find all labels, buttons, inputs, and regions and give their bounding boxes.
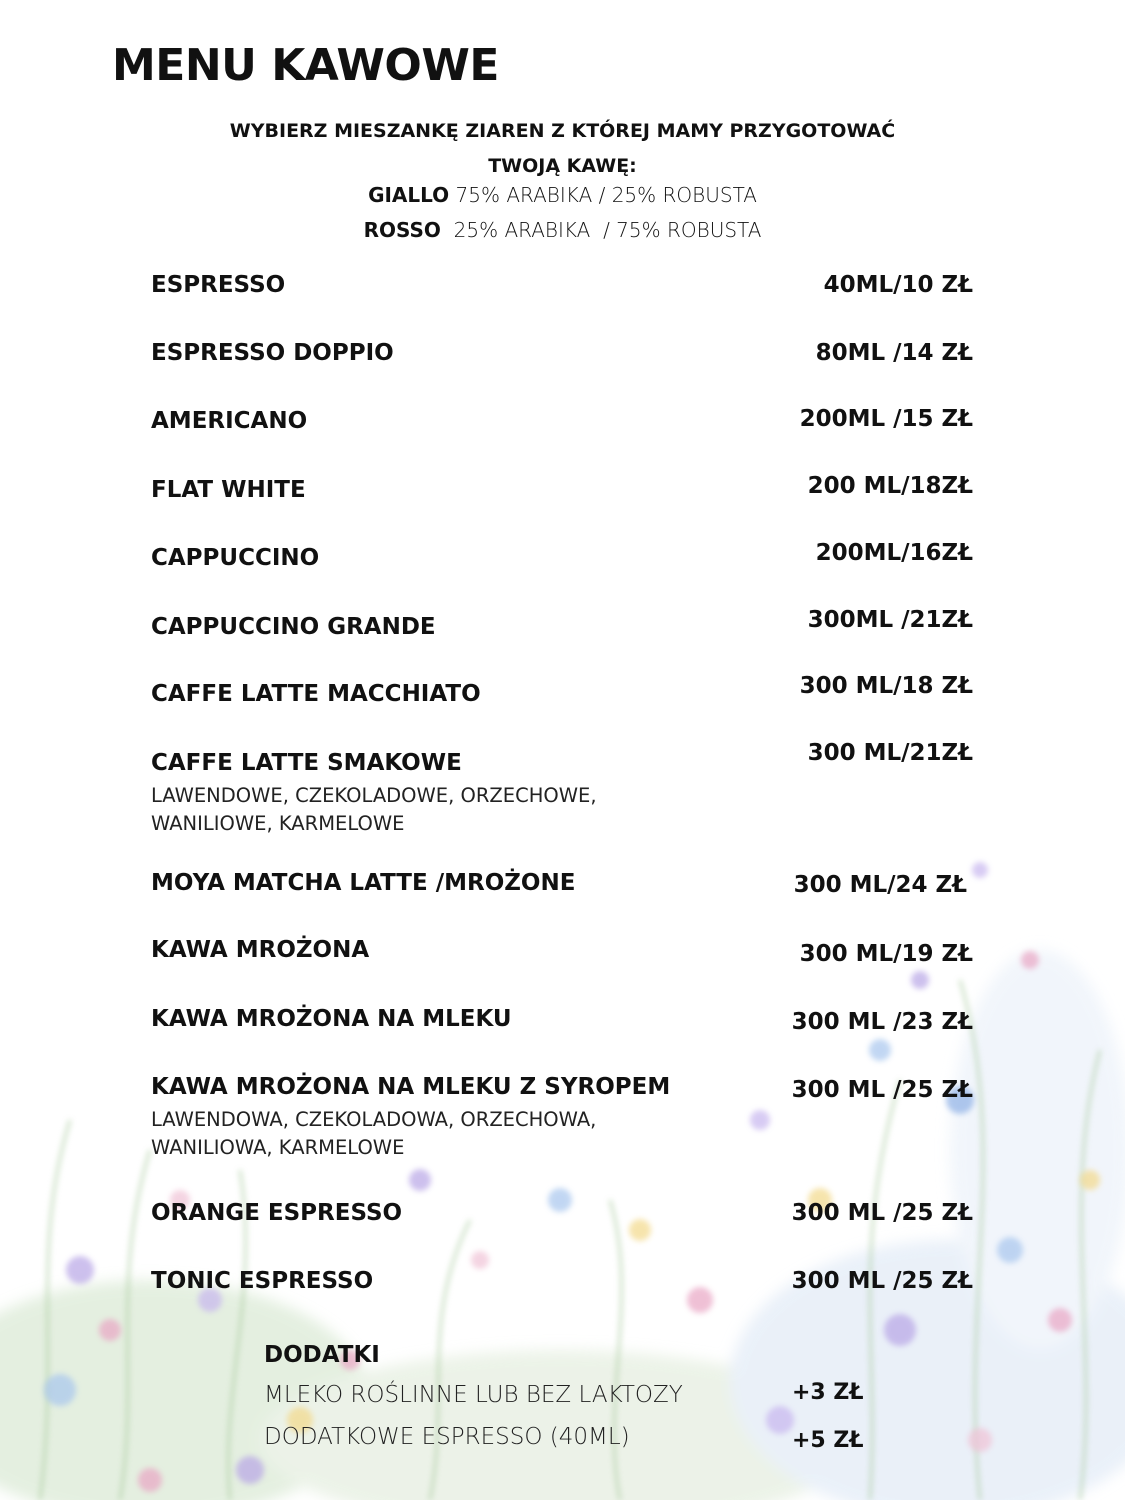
- menu-item-name: KAWA MROŻONA: [151, 937, 370, 963]
- extra-item-name: DODATKOWE ESPRESSO (40ML): [264, 1424, 630, 1450]
- menu-item-name: CAFFE LATTE MACCHIATO: [151, 681, 481, 707]
- menu-item-name: ORANGE ESPRESSO: [151, 1200, 403, 1226]
- menu-item-name: AMERICANO: [151, 408, 308, 434]
- menu-item-price: 300 ML /25 ZŁ: [791, 1077, 973, 1103]
- menu-item-price: 300 ML/18 ZŁ: [799, 673, 973, 699]
- menu-item-flavors: WANILIOWE, KARMELOWE: [151, 812, 405, 835]
- blend-name: ROSSO: [363, 218, 441, 242]
- menu-item-name: ESPRESSO DOPPIO: [151, 340, 394, 366]
- menu-item-price: 300 ML/19 ZŁ: [799, 941, 973, 967]
- blend-description: 25% ARABIKA / 75% ROBUSTA: [440, 218, 762, 242]
- extra-item-price: +3 ZŁ: [792, 1380, 864, 1405]
- menu-item-flavors: WANILIOWA, KARMELOWE: [151, 1136, 405, 1159]
- intro-line-2: TWOJĄ KAWĘ:: [488, 155, 637, 177]
- menu-item-price: 300 ML /25 ZŁ: [791, 1200, 973, 1226]
- menu-item-name: KAWA MROŻONA NA MLEKU Z SYROPEM: [151, 1074, 671, 1100]
- menu-item-price: 80ML /14 ZŁ: [815, 340, 973, 366]
- menu-item-name: TONIC ESPRESSO: [151, 1268, 374, 1294]
- menu-item-price: 40ML/10 ZŁ: [823, 272, 973, 298]
- menu-item-name: CAPPUCCINO GRANDE: [151, 614, 436, 640]
- menu-item-flavors: LAWENDOWA, CZEKOLADOWA, ORZECHOWA,: [151, 1108, 597, 1131]
- menu-item-price: 200ML /15 ZŁ: [799, 406, 973, 432]
- blend-rosso: [0, 213, 1125, 248]
- menu-item-name: CAFFE LATTE SMAKOWE: [151, 750, 462, 776]
- intro-heading: [0, 114, 1125, 184]
- extras-heading: DODATKI: [264, 1342, 380, 1368]
- menu-item-price: 300 ML /23 ZŁ: [791, 1009, 973, 1035]
- blend-description: 75% ARABIKA / 25% ROBUSTA: [449, 183, 757, 207]
- menu-item-price: 200 ML/18ZŁ: [807, 473, 973, 499]
- extra-item-name: MLEKO ROŚLINNE LUB BEZ LAKTOZY: [264, 1382, 683, 1408]
- menu-item-name: CAPPUCCINO: [151, 545, 320, 571]
- menu-item-name: FLAT WHITE: [151, 477, 306, 503]
- blend-name: GIALLO: [368, 183, 450, 207]
- menu-item-price: 300ML /21ZŁ: [807, 607, 973, 633]
- blend-giallo: [0, 178, 1125, 213]
- menu-item-name: ESPRESSO: [151, 272, 286, 298]
- menu-item-price: 300 ML /25 ZŁ: [791, 1268, 973, 1294]
- extra-item-price: +5 ZŁ: [792, 1428, 864, 1453]
- menu-item-name: KAWA MROŻONA NA MLEKU: [151, 1006, 512, 1032]
- menu-item-name: MOYA MATCHA LATTE /MROŻONE: [151, 870, 576, 896]
- menu-item-flavors: LAWENDOWE, CZEKOLADOWE, ORZECHOWE,: [151, 784, 597, 807]
- menu-item-price: 200ML/16ZŁ: [815, 540, 973, 566]
- intro-line-1: WYBIERZ MIESZANKĘ ZIAREN Z KTÓREJ MAMY PRZYGOTOWAĆ: [229, 120, 896, 142]
- page-title: MENU KAWOWE: [112, 40, 499, 91]
- menu-item-price: 300 ML/21ZŁ: [807, 740, 973, 766]
- menu-item-price: 300 ML/24 ZŁ: [793, 872, 967, 898]
